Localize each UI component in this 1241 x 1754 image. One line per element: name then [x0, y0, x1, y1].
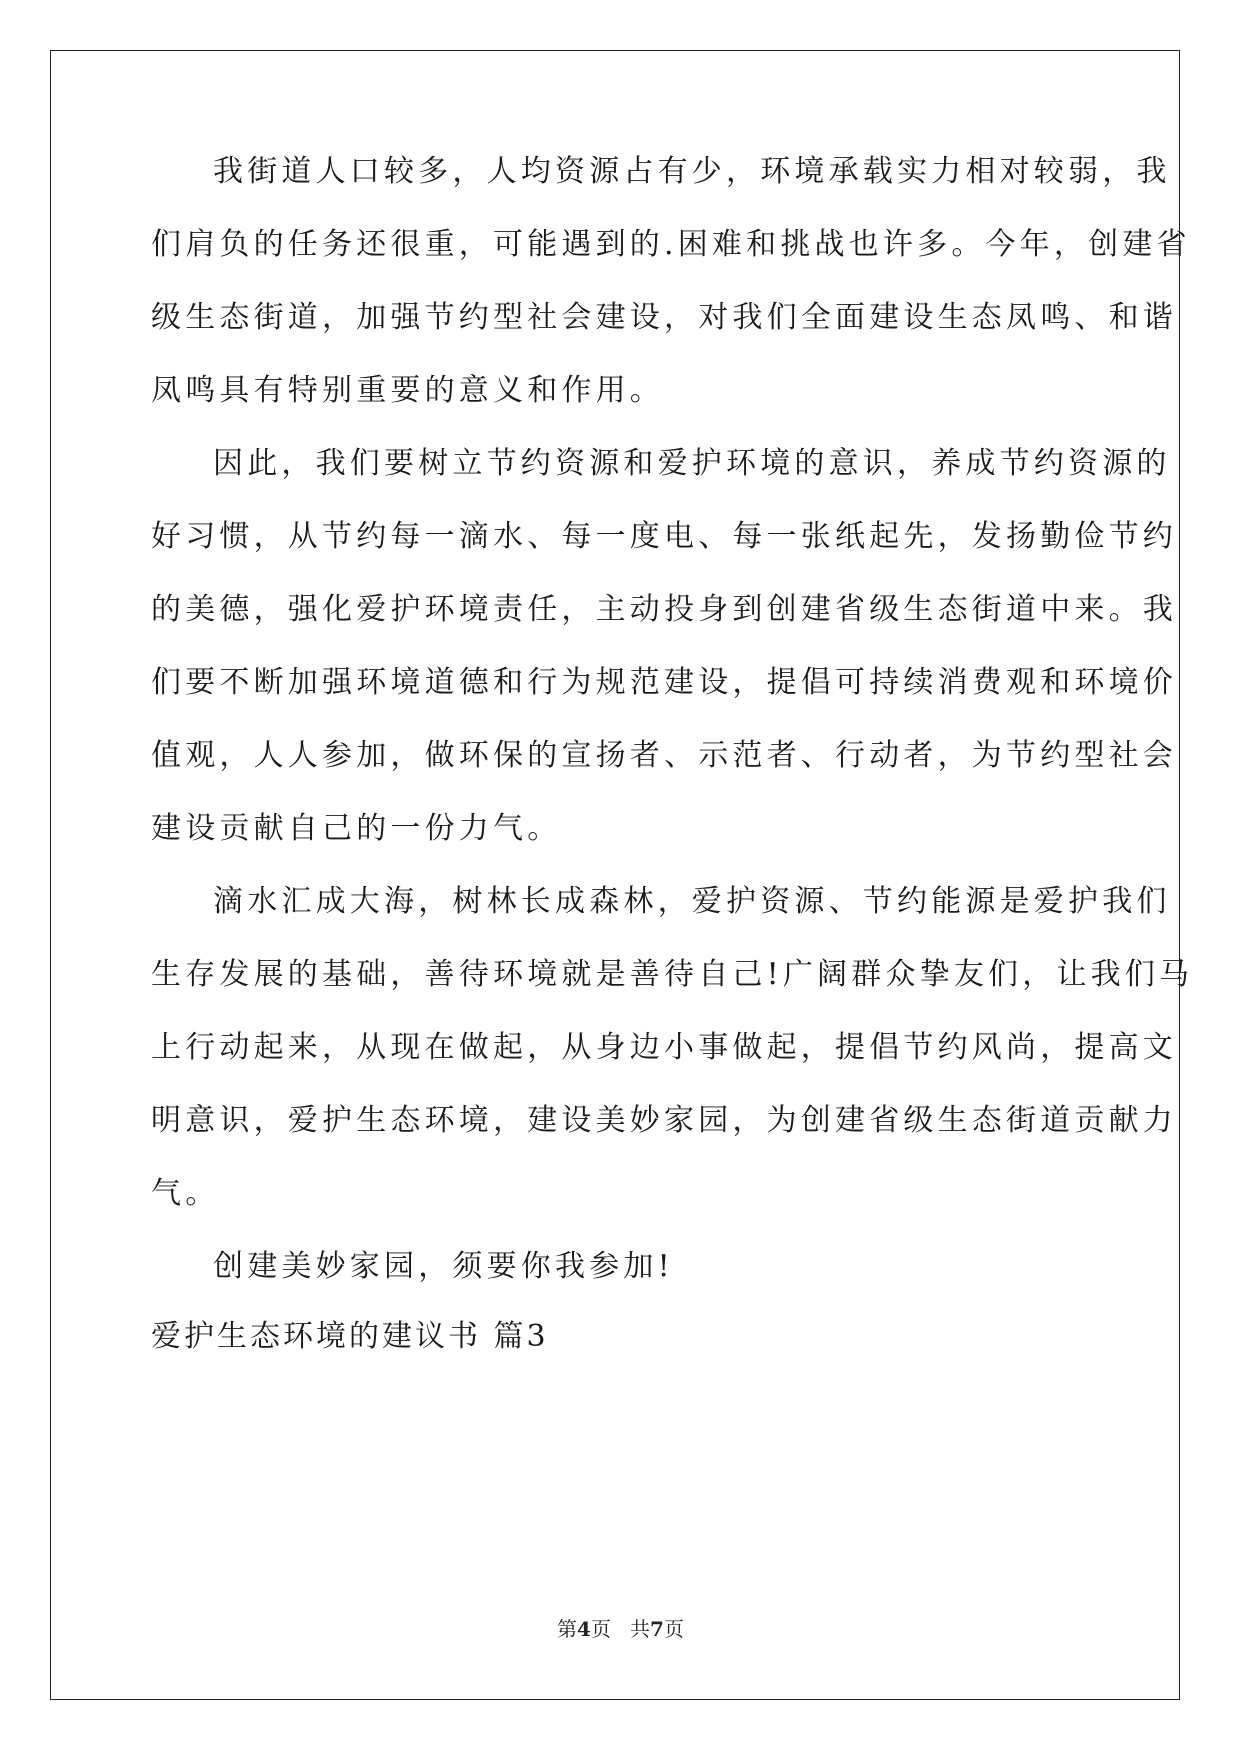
paragraph-1-line-3: 级生态街道，加强节约型社会建设，对我们全面建设生态凤鸣、和谐: [151, 300, 1177, 335]
page-suffix: 页: [590, 1617, 611, 1641]
paragraph-2-line-5: 值观，人人参加，做环保的宣扬者、示范者、行动者，为节约型社会: [151, 738, 1177, 773]
page-current: 4: [577, 1617, 591, 1641]
paragraph-2-line-6: 建设贡献自己的一份力气。: [151, 811, 562, 846]
paragraph-3-line-1: 滴水汇成大海，树林长成森林，爱护资源、节约能源是爱护我们: [213, 884, 1171, 919]
paragraph-2-line-1: 因此，我们要树立节约资源和爱护环境的意识，养成节约资源的: [213, 446, 1171, 481]
page-number-footer: [0, 1616, 1241, 1642]
paragraph-1-line-1: 我街道人口较多，人均资源占有少，环境承载实力相对较弱，我: [213, 154, 1171, 189]
paragraph-2-line-4: 们要不断加强环境道德和行为规范建设，提倡可持续消费观和环境价: [151, 665, 1177, 700]
total-suffix: 页: [663, 1617, 684, 1641]
paragraph-2-line-3: 的美德，强化爱护环境责任，主动投身到创建省级生态街道中来。我: [151, 592, 1177, 627]
page-total: 7: [650, 1617, 664, 1641]
section-title: 爱护生态环境的建议书 篇3: [151, 1319, 549, 1354]
paragraph-1-line-4: 凤鸣具有特别重要的意义和作用。: [151, 373, 664, 408]
total-prefix: 共: [630, 1617, 651, 1641]
paragraph-3-line-5: 气。: [151, 1176, 220, 1211]
page-prefix: 第: [557, 1617, 578, 1641]
paragraph-3-line-3: 上行动起来，从现在做起，从身边小事做起，提倡节约风尚，提高文: [151, 1030, 1177, 1065]
paragraph-3-line-2: 生存发展的基础，善待环境就是善待自己!广阔群众挚友们，让我们马: [151, 957, 1194, 992]
paragraph-1-line-2: 们肩负的任务还很重，可能遇到的.困难和挑战也许多。今年，创建省: [151, 227, 1191, 262]
paragraph-2-line-2: 好习惯，从节约每一滴水、每一度电、每一张纸起先，发扬勤俭节约: [151, 519, 1177, 554]
paragraph-4-line-1: 创建美妙家园，须要你我参加!: [213, 1249, 674, 1284]
paragraph-3-line-4: 明意识，爱护生态环境，建设美妙家园，为创建省级生态街道贡献力: [151, 1103, 1177, 1138]
